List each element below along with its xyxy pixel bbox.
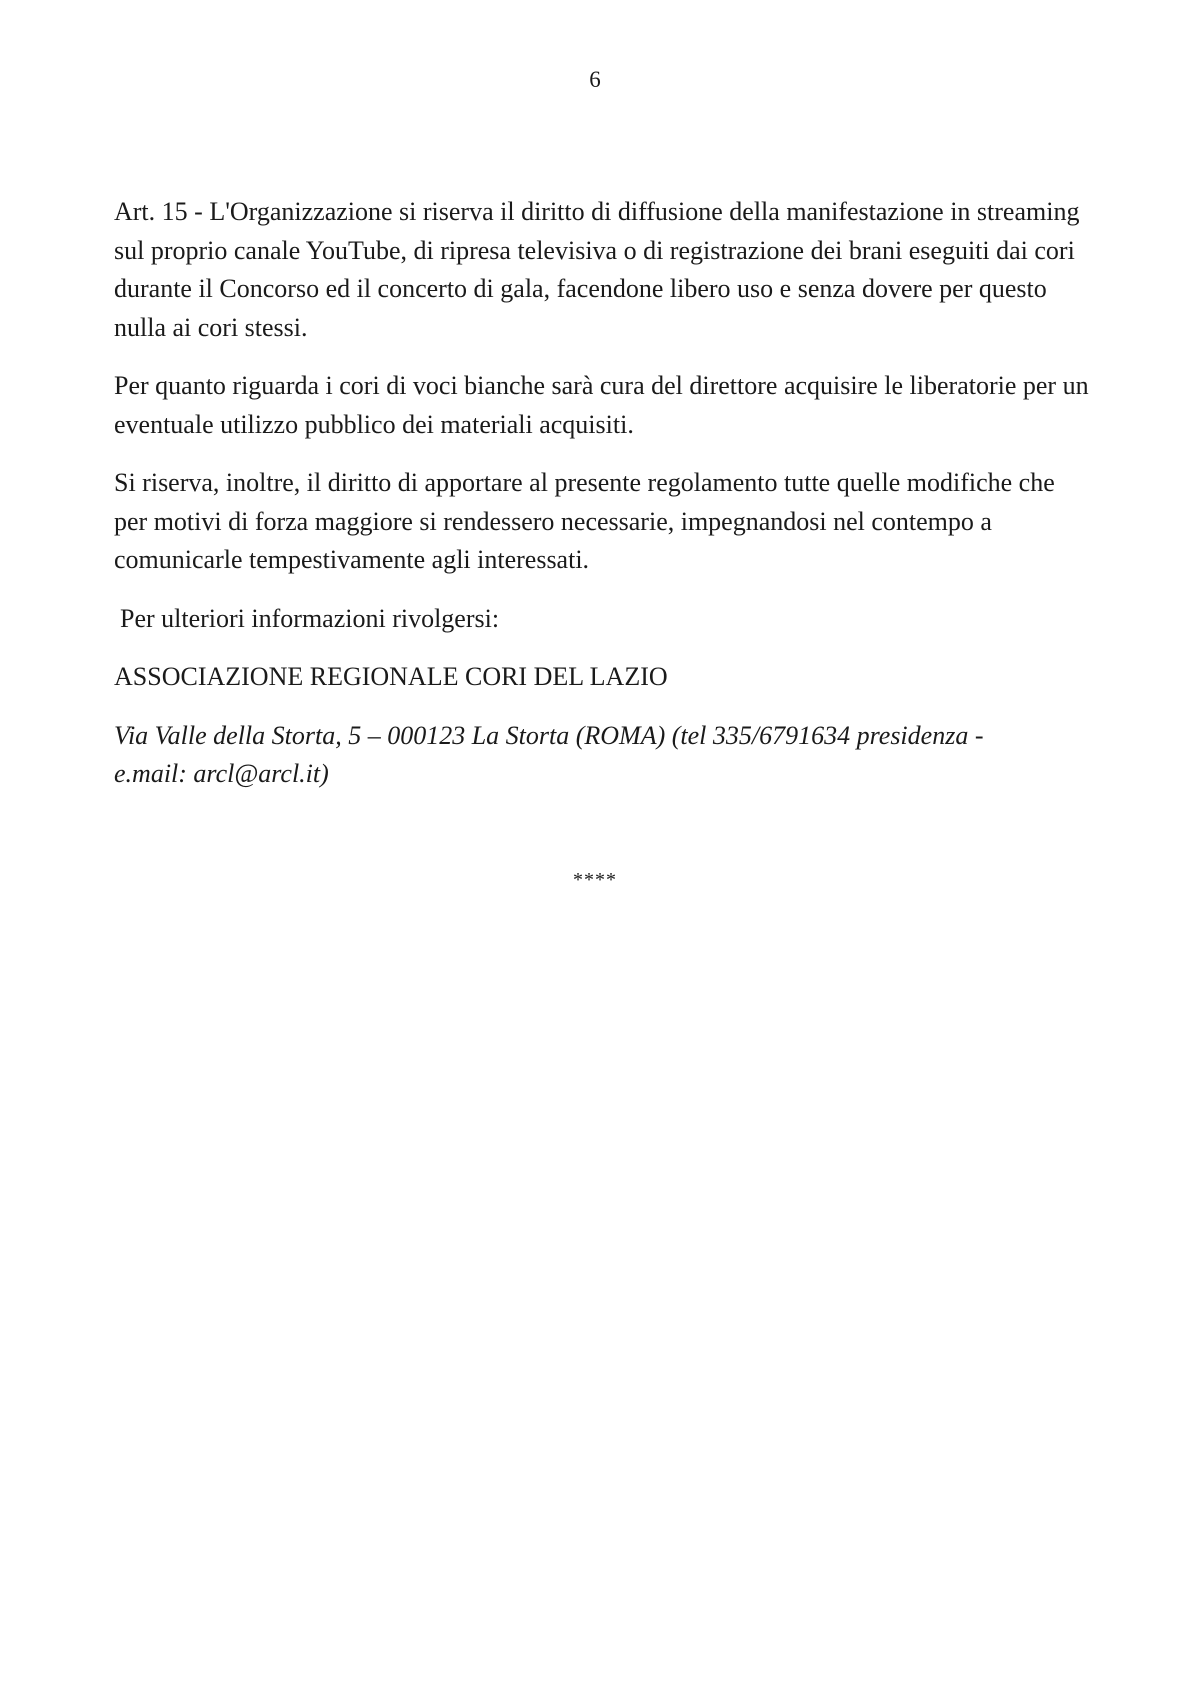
contact-address [114,717,1094,794]
document-body [114,193,1094,794]
voci-bianche-paragraph: Per quanto riguarda i cori di voci bianche sarà cura del direttore acquisire le liberatorie per un eventuale utilizzo pubblico dei materiali acquisiti. [114,371,1089,439]
page-number: 6 [589,67,601,92]
modifiche-paragraph: Si riserva, inoltre, il diritto di apportare al presente regolamento tutte quelle modifiche che per motivi di forza maggiore si rendessero necessarie, impegnandosi nel contempo a comunicarle tempestivamente agli interessati. [114,468,1055,574]
section-separator: **** [573,869,617,891]
article-15-paragraph: Art. 15 - L'Organizzazione si riserva il diritto di diffusione della manifestazione in streaming sul proprio canale YouTube, di ripresa televisiva o di registrazione dei brani eseguiti dai cori durante il Concorso ed il concerto di gala, facendone libero uso e senza dovere per questo nulla ai cori stessi. [114,197,1080,342]
organization-name: ASSOCIAZIONE REGIONALE CORI DEL LAZIO [114,662,668,691]
address-line-2: e.mail: arcl@arcl.it) [114,759,329,788]
address-line-1: Via Valle della Storta, 5 – 000123 La Storta (ROMA) (tel 335/6791634 presidenza - [114,720,984,750]
info-intro: Per ulteriori informazioni rivolgersi: [120,603,500,633]
